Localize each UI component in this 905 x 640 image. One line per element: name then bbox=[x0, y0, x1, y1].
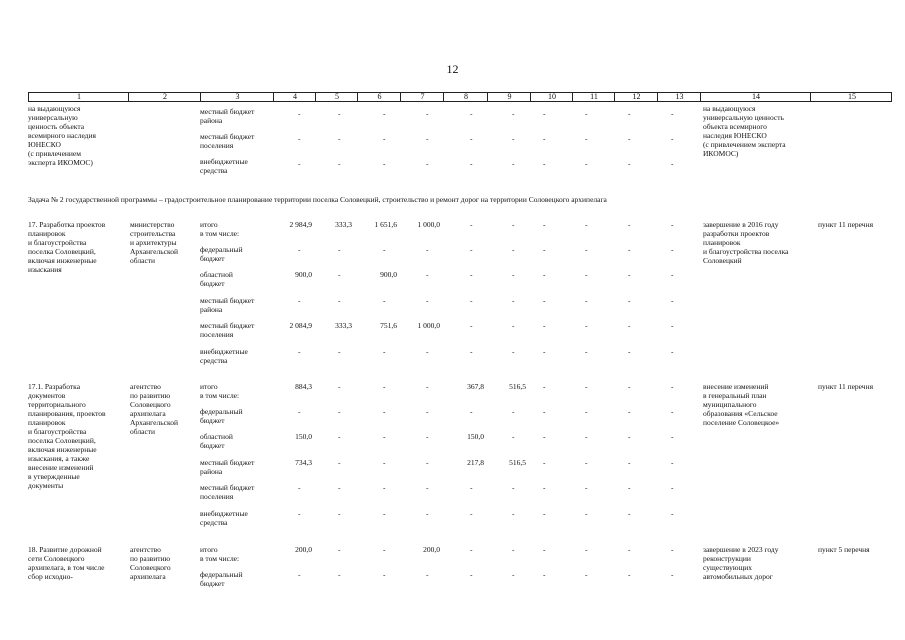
value-cell: - bbox=[585, 382, 588, 391]
value-cell: - bbox=[543, 407, 546, 416]
value-cell: - bbox=[671, 347, 674, 356]
value-cell: - bbox=[470, 134, 473, 143]
value-cell: 217,8 bbox=[467, 458, 484, 467]
value-cell: - bbox=[671, 509, 674, 518]
value-cell: - bbox=[426, 382, 429, 391]
reference-cell: пункт 11 перечня bbox=[818, 382, 874, 391]
value-cell: - bbox=[512, 407, 515, 416]
value-cell: 2 084,9 bbox=[289, 321, 312, 330]
value-cell: - bbox=[383, 245, 386, 254]
value-cell: - bbox=[628, 109, 631, 118]
value-cell: - bbox=[628, 458, 631, 467]
value-cell: - bbox=[298, 134, 301, 143]
value-cell: - bbox=[338, 109, 341, 118]
value-cell: - bbox=[338, 245, 341, 254]
funding-source-cell: внебюджетные средства bbox=[200, 347, 248, 365]
row-name-cell: 18. Развитие дорожной сети Соловецкого архипелага, в том числе сбор исходно- bbox=[28, 545, 105, 581]
header-col-label: 1 bbox=[77, 92, 81, 101]
value-cell: - bbox=[512, 570, 515, 579]
value-cell: 1 000,0 bbox=[417, 220, 440, 229]
value-cell: - bbox=[543, 220, 546, 229]
value-cell: - bbox=[543, 570, 546, 579]
value-cell: - bbox=[383, 382, 386, 391]
value-cell: - bbox=[671, 382, 674, 391]
value-cell: - bbox=[585, 159, 588, 168]
result-cell: внесение изменений в генеральный план муниципального образования «Сельское поселение Соловецкое» bbox=[703, 382, 780, 427]
executor-cell: министерство строительства и архитектуры Архангельской области bbox=[130, 220, 178, 265]
value-cell: 150,0 bbox=[467, 432, 484, 441]
value-cell: - bbox=[512, 321, 515, 330]
value-cell: - bbox=[470, 109, 473, 118]
value-cell: - bbox=[470, 570, 473, 579]
value-cell: - bbox=[543, 134, 546, 143]
value-cell: - bbox=[338, 270, 341, 279]
value-cell: - bbox=[585, 220, 588, 229]
value-cell: - bbox=[383, 109, 386, 118]
value-cell: - bbox=[426, 347, 429, 356]
value-cell: - bbox=[543, 483, 546, 492]
header-divider bbox=[128, 92, 129, 102]
value-cell: - bbox=[628, 545, 631, 554]
header-divider bbox=[810, 92, 811, 102]
value-cell: - bbox=[671, 134, 674, 143]
value-cell: - bbox=[512, 509, 515, 518]
header-col-label: 7 bbox=[420, 92, 425, 101]
value-cell: - bbox=[543, 270, 546, 279]
header-col-label: 10 bbox=[548, 92, 556, 101]
value-cell: - bbox=[426, 109, 429, 118]
value-cell: 200,0 bbox=[423, 545, 440, 554]
header-col-label: 15 bbox=[848, 92, 856, 101]
header-col-label: 12 bbox=[632, 92, 641, 101]
funding-source-cell: местный бюджет поселения bbox=[200, 321, 255, 339]
header-divider bbox=[572, 92, 573, 102]
value-cell: - bbox=[628, 347, 631, 356]
value-cell: - bbox=[338, 570, 341, 579]
value-cell: - bbox=[470, 347, 473, 356]
result-cell: завершение в 2023 году реконструкции существующих автомобильных дорог bbox=[703, 545, 779, 581]
value-cell: 751,6 bbox=[380, 321, 397, 330]
value-cell: - bbox=[671, 545, 674, 554]
header-divider bbox=[357, 92, 358, 102]
funding-source-cell: областной бюджет bbox=[200, 432, 233, 450]
value-cell: - bbox=[585, 245, 588, 254]
funding-source-cell: федеральный бюджет bbox=[200, 245, 243, 263]
value-cell: - bbox=[512, 483, 515, 492]
executor-cell: агентство по развитию Соловецкого архипелага Архангельской области bbox=[130, 382, 178, 436]
value-cell: - bbox=[628, 220, 631, 229]
header-divider bbox=[443, 92, 444, 102]
value-cell: - bbox=[628, 407, 631, 416]
value-cell: - bbox=[338, 509, 341, 518]
value-cell: - bbox=[470, 545, 473, 554]
value-cell: - bbox=[671, 159, 674, 168]
funding-source-cell: федеральный бюджет bbox=[200, 570, 243, 588]
value-cell: - bbox=[628, 483, 631, 492]
value-cell: - bbox=[585, 570, 588, 579]
value-cell: - bbox=[585, 432, 588, 441]
value-cell: - bbox=[671, 570, 674, 579]
value-cell: - bbox=[671, 483, 674, 492]
funding-source-cell: итого в том числе: bbox=[200, 220, 240, 238]
value-cell: - bbox=[426, 245, 429, 254]
funding-source-cell: итого в том числе: bbox=[200, 382, 240, 400]
value-cell: - bbox=[671, 220, 674, 229]
value-cell: - bbox=[512, 347, 515, 356]
value-cell: 150,0 bbox=[295, 432, 312, 441]
value-cell: - bbox=[543, 509, 546, 518]
value-cell: - bbox=[512, 245, 515, 254]
task-heading: Задача № 2 государственной программы – градостроительное планирование территории поселка Соловецкий, строительство и ремонт дорог на территории Соловецкого архипелага bbox=[28, 195, 607, 204]
value-cell: - bbox=[543, 347, 546, 356]
header-divider bbox=[200, 92, 201, 102]
value-cell: - bbox=[628, 159, 631, 168]
value-cell: - bbox=[671, 245, 674, 254]
value-cell: - bbox=[585, 347, 588, 356]
value-cell: - bbox=[383, 347, 386, 356]
value-cell: - bbox=[671, 296, 674, 305]
value-cell: - bbox=[338, 545, 341, 554]
value-cell: - bbox=[628, 134, 631, 143]
value-cell: 734,3 bbox=[295, 458, 312, 467]
value-cell: - bbox=[426, 407, 429, 416]
value-cell: - bbox=[426, 159, 429, 168]
value-cell: 884,3 bbox=[295, 382, 312, 391]
value-cell: - bbox=[470, 296, 473, 305]
value-cell: - bbox=[338, 296, 341, 305]
value-cell: - bbox=[298, 109, 301, 118]
value-cell: - bbox=[383, 483, 386, 492]
value-cell: - bbox=[543, 545, 546, 554]
result-cell: на выдающуюся универсальную ценность объекта всемирного наследия ЮНЕСКО (с привлечением эксперта ИКОМОС) bbox=[703, 104, 786, 158]
row-name-cell: на выдающуюся универсальную ценность объекта всемирного наследия ЮНЕСКО (с привлечением эксперта ИКОМОС) bbox=[28, 104, 96, 167]
value-cell: - bbox=[671, 109, 674, 118]
value-cell: - bbox=[383, 159, 386, 168]
value-cell: - bbox=[298, 296, 301, 305]
value-cell: 1 651,6 bbox=[374, 220, 397, 229]
funding-source-cell: местный бюджет поселения bbox=[200, 132, 255, 150]
value-cell: - bbox=[585, 134, 588, 143]
value-cell: - bbox=[628, 321, 631, 330]
value-cell: - bbox=[338, 483, 341, 492]
value-cell: - bbox=[671, 321, 674, 330]
value-cell: - bbox=[338, 458, 341, 467]
value-cell: - bbox=[470, 159, 473, 168]
value-cell: - bbox=[298, 483, 301, 492]
value-cell: - bbox=[470, 220, 473, 229]
value-cell: - bbox=[585, 458, 588, 467]
value-cell: - bbox=[671, 432, 674, 441]
header-col-label: 2 bbox=[163, 92, 167, 101]
value-cell: - bbox=[426, 134, 429, 143]
value-cell: - bbox=[628, 570, 631, 579]
value-cell: - bbox=[512, 270, 515, 279]
value-cell: - bbox=[585, 483, 588, 492]
value-cell: - bbox=[298, 159, 301, 168]
row-name-cell: 17.1. Разработка документов территориального планирования, проектов планировок и благоустройства поселка Соловецкий, включая инженерные изыскания, а также внесение изменений в утвержденные документы bbox=[28, 382, 106, 490]
value-cell: - bbox=[426, 296, 429, 305]
value-cell: - bbox=[470, 509, 473, 518]
header-divider bbox=[273, 92, 274, 102]
header-divider bbox=[487, 92, 488, 102]
value-cell: 516,5 bbox=[509, 382, 526, 391]
funding-source-cell: итого в том числе: bbox=[200, 545, 240, 563]
value-cell: - bbox=[512, 545, 515, 554]
value-cell: 333,3 bbox=[335, 220, 352, 229]
value-cell: - bbox=[383, 296, 386, 305]
result-cell: завершение в 2016 году разработки проектов планировок и благоустройства поселка Соловецкий bbox=[703, 220, 789, 265]
value-cell: 2 984,9 bbox=[289, 220, 312, 229]
value-cell: - bbox=[628, 270, 631, 279]
value-cell: - bbox=[543, 382, 546, 391]
value-cell: - bbox=[426, 270, 429, 279]
funding-source-cell: местный бюджет поселения bbox=[200, 483, 255, 501]
value-cell: - bbox=[338, 159, 341, 168]
value-cell: - bbox=[383, 458, 386, 467]
value-cell: - bbox=[470, 245, 473, 254]
value-cell: - bbox=[426, 570, 429, 579]
header-divider bbox=[657, 92, 658, 102]
header-divider bbox=[400, 92, 401, 102]
value-cell: 516,5 bbox=[509, 458, 526, 467]
value-cell: - bbox=[512, 109, 515, 118]
header-divider bbox=[315, 92, 316, 102]
header-divider bbox=[614, 92, 615, 102]
value-cell: - bbox=[628, 432, 631, 441]
funding-source-cell: местный бюджет района bbox=[200, 458, 255, 476]
funding-source-cell: внебюджетные средства bbox=[200, 157, 248, 175]
value-cell: - bbox=[470, 321, 473, 330]
header-col-label: 8 bbox=[464, 92, 468, 101]
funding-source-cell: местный бюджет района bbox=[200, 107, 255, 125]
value-cell: - bbox=[512, 134, 515, 143]
value-cell: - bbox=[338, 432, 341, 441]
value-cell: - bbox=[585, 509, 588, 518]
value-cell: - bbox=[543, 432, 546, 441]
value-cell: - bbox=[426, 483, 429, 492]
header-col-label: 13 bbox=[675, 92, 684, 101]
value-cell: - bbox=[671, 270, 674, 279]
value-cell: - bbox=[585, 321, 588, 330]
value-cell: - bbox=[338, 347, 341, 356]
header-col-label: 5 bbox=[335, 92, 339, 101]
value-cell: - bbox=[470, 483, 473, 492]
value-cell: - bbox=[543, 458, 546, 467]
value-cell: - bbox=[298, 245, 301, 254]
value-cell: - bbox=[383, 407, 386, 416]
value-cell: 200,0 bbox=[295, 545, 312, 554]
header-divider bbox=[700, 92, 701, 102]
value-cell: - bbox=[383, 134, 386, 143]
table-header-row bbox=[28, 92, 892, 102]
value-cell: - bbox=[512, 220, 515, 229]
value-cell: - bbox=[298, 407, 301, 416]
value-cell: - bbox=[338, 382, 341, 391]
value-cell: - bbox=[338, 134, 341, 143]
header-col-label: 9 bbox=[507, 92, 512, 101]
value-cell: 367,8 bbox=[467, 382, 484, 391]
header-col-label: 3 bbox=[235, 92, 240, 101]
value-cell: - bbox=[383, 545, 386, 554]
row-name-cell: 17. Разработка проектов планировок и благоустройства поселка Соловецкий, включая инженерные изыскания bbox=[28, 220, 106, 274]
header-col-label: 4 bbox=[293, 92, 297, 101]
value-cell: - bbox=[426, 458, 429, 467]
value-cell: - bbox=[338, 407, 341, 416]
value-cell: 900,0 bbox=[295, 270, 312, 279]
value-cell: - bbox=[298, 347, 301, 356]
value-cell: - bbox=[426, 509, 429, 518]
value-cell: 900,0 bbox=[380, 270, 397, 279]
value-cell: 333,3 bbox=[335, 321, 352, 330]
value-cell: - bbox=[585, 270, 588, 279]
value-cell: - bbox=[628, 245, 631, 254]
value-cell: 1 000,0 bbox=[417, 321, 440, 330]
value-cell: - bbox=[585, 296, 588, 305]
value-cell: - bbox=[585, 545, 588, 554]
value-cell: - bbox=[543, 109, 546, 118]
executor-cell: агентство по развитию Соловецкого архипелага bbox=[130, 545, 171, 581]
value-cell: - bbox=[585, 109, 588, 118]
header-col-label: 14 bbox=[752, 92, 760, 101]
value-cell: - bbox=[470, 270, 473, 279]
value-cell: - bbox=[470, 407, 473, 416]
header-col-label: 11 bbox=[590, 92, 598, 101]
value-cell: - bbox=[383, 432, 386, 441]
header-divider bbox=[530, 92, 531, 102]
header-col-label: 6 bbox=[377, 92, 382, 101]
value-cell: - bbox=[671, 458, 674, 467]
page-number: 12 bbox=[446, 62, 459, 76]
value-cell: - bbox=[543, 245, 546, 254]
value-cell: - bbox=[298, 570, 301, 579]
value-cell: - bbox=[512, 296, 515, 305]
value-cell: - bbox=[585, 407, 588, 416]
value-cell: - bbox=[298, 509, 301, 518]
value-cell: - bbox=[543, 159, 546, 168]
funding-source-cell: местный бюджет района bbox=[200, 296, 255, 314]
value-cell: - bbox=[671, 407, 674, 416]
value-cell: - bbox=[543, 296, 546, 305]
value-cell: - bbox=[628, 509, 631, 518]
reference-cell: пункт 5 перечня bbox=[818, 545, 870, 554]
value-cell: - bbox=[512, 159, 515, 168]
value-cell: - bbox=[628, 296, 631, 305]
funding-source-cell: федеральный бюджет bbox=[200, 407, 243, 425]
funding-source-cell: внебюджетные средства bbox=[200, 509, 248, 527]
value-cell: - bbox=[383, 509, 386, 518]
reference-cell: пункт 11 перечня bbox=[818, 220, 874, 229]
value-cell: - bbox=[383, 570, 386, 579]
funding-source-cell: областной бюджет bbox=[200, 270, 233, 288]
value-cell: - bbox=[628, 382, 631, 391]
value-cell: - bbox=[512, 432, 515, 441]
value-cell: - bbox=[426, 432, 429, 441]
value-cell: - bbox=[543, 321, 546, 330]
